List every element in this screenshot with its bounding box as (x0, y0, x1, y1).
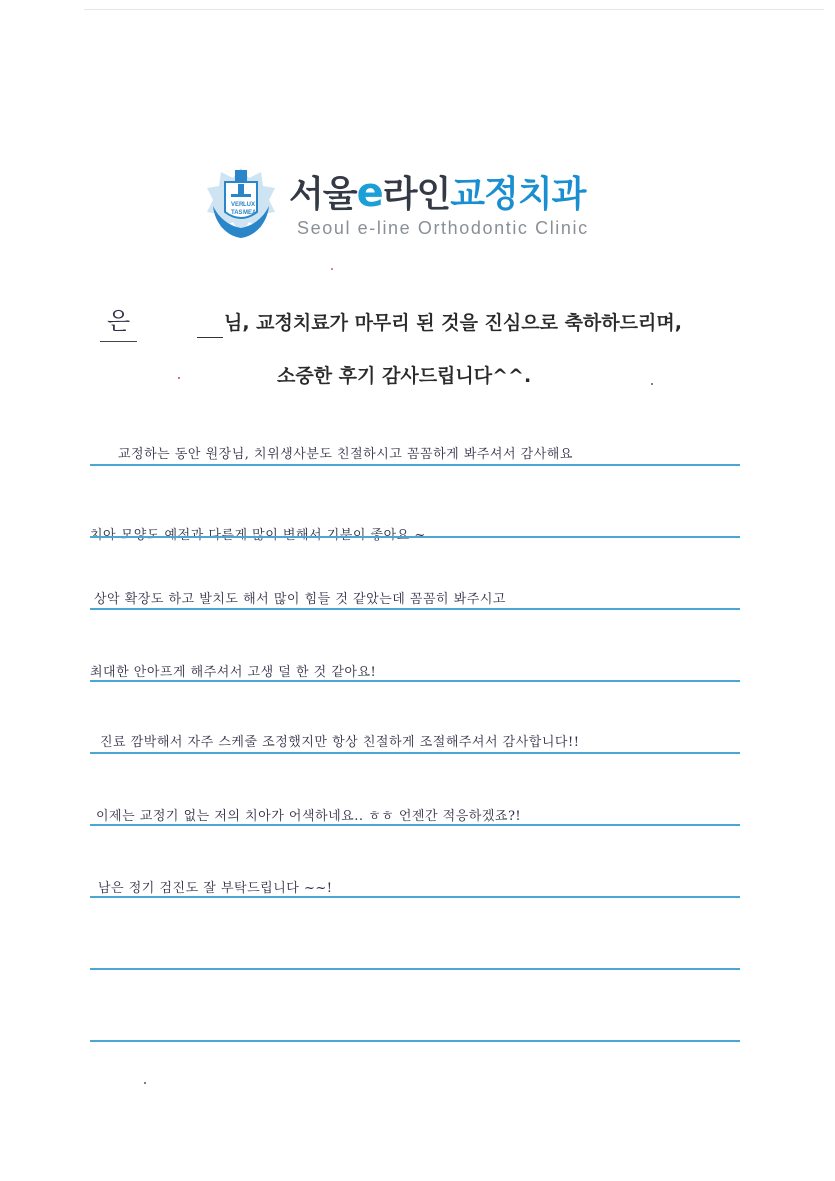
brand-name-english: Seoul e-line Orthodontic Clinic (297, 218, 589, 238)
greeting-line-2: 소중한 후기 감사드립니다^^. (277, 365, 532, 387)
review-line-6: 이제는 교정기 없는 저의 치아가 어색하네요.. ㅎㅎ 언젠간 적응하겠죠?! (96, 809, 522, 824)
writing-rule (90, 752, 740, 754)
writing-rule (90, 464, 740, 466)
review-line-3: 상악 확장도 하고 발치도 해서 많이 힘들 것 같았는데 꼼꼼히 봐주시고 (94, 592, 506, 607)
stray-mark (651, 383, 653, 385)
review-line-2 (90, 524, 426, 543)
writing-rule (90, 896, 740, 898)
writing-rule (90, 680, 740, 682)
review-line-4: 최대한 안아프게 해주셔서 고생 덜 한 것 같아요! (90, 665, 377, 680)
university-seal-icon (205, 166, 277, 242)
writing-rule (90, 608, 740, 610)
greeting-line-1: 님, 교정치료가 마무리 된 것을 진심으로 축하하드리며, (224, 312, 682, 334)
stray-mark (144, 1082, 146, 1084)
name-underline (100, 341, 137, 342)
patient-name: 은 (107, 307, 131, 335)
stray-mark (331, 268, 333, 270)
brand-part-clinic: 교정치과 (450, 174, 586, 215)
brand-name-korean (289, 169, 585, 219)
review-line-5: 진료 깜박해서 자주 스케줄 조정했지만 항상 친절하게 조절해주셔서 감사합니다!! (100, 735, 580, 750)
stray-mark (178, 377, 180, 379)
seal-text-tas: TAS (231, 210, 243, 216)
writing-rule (90, 536, 740, 538)
review-line-7: 남은 정기 검진도 잘 부탁드립니다 ~~! (98, 881, 333, 896)
seal-text-ver: VER (231, 202, 244, 208)
writing-rule (90, 968, 740, 970)
brand-part-e: e (356, 170, 383, 216)
writing-rule (90, 1040, 740, 1042)
writing-rule (90, 824, 740, 826)
seal-text-mea: MEA (243, 210, 257, 216)
review-line-1: 교정하는 동안 원장님, 치위생사분도 친절하시고 꼼꼼하게 봐주셔서 감사해요 (118, 447, 573, 462)
brand-part-line: 라인 (382, 174, 451, 215)
top-edge-line (84, 9, 824, 10)
name-blank-underline (197, 337, 223, 338)
brand-part-seoul: 서울 (289, 174, 357, 215)
seal-text-lux: LUX (243, 202, 255, 208)
